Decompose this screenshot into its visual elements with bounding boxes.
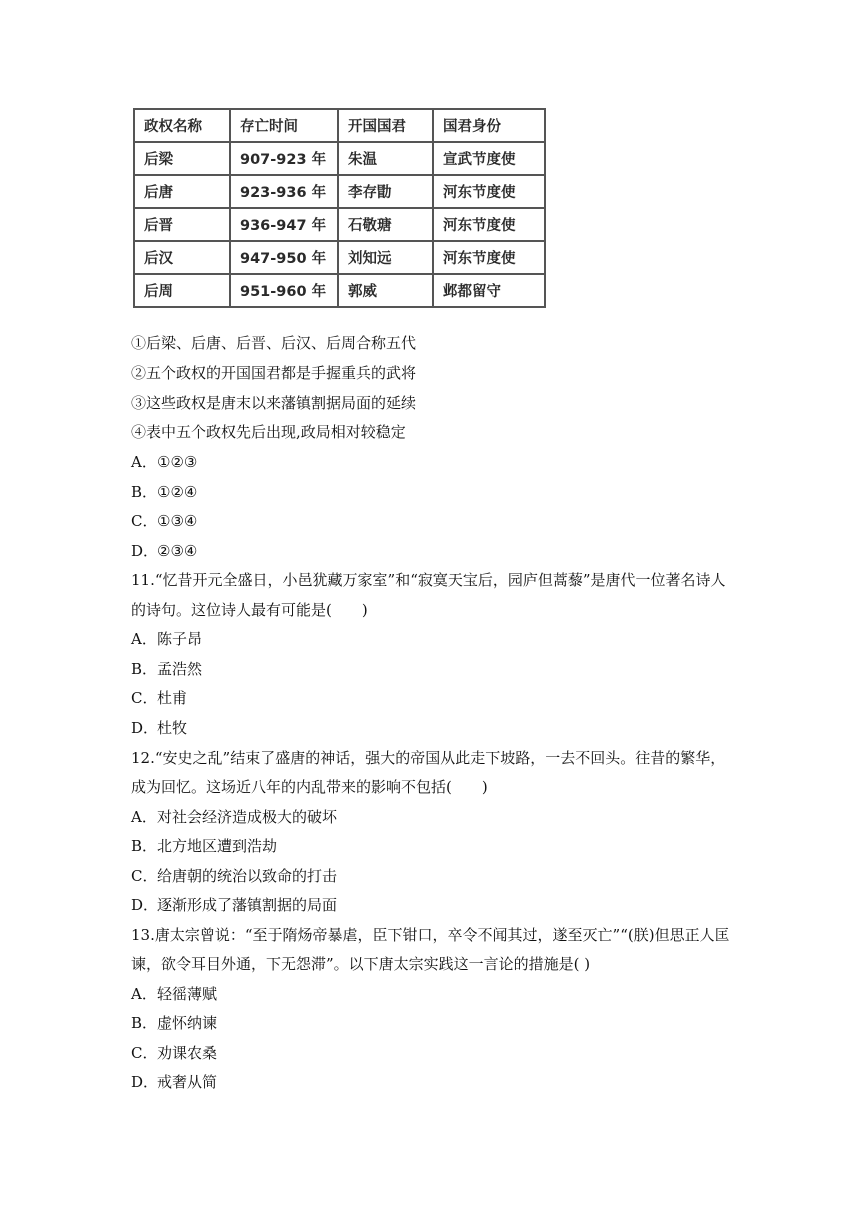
table-cell: 河东节度使 [433, 241, 545, 274]
option-letter: C． [131, 867, 158, 885]
table-header-cell: 国君身份 [433, 109, 545, 142]
table-row [134, 175, 545, 208]
option-letter: D． [131, 542, 159, 560]
q13-stem-line-1: 13.唐太宗曾说：“至于隋炀帝暴虐，臣下钳口，卒令不闻其过，遂至灭亡”“(朕)但思正人匡 [131, 926, 730, 944]
q11-option-a [131, 629, 202, 649]
option-text: ①②③ [157, 453, 198, 471]
q13-option-b [131, 1013, 217, 1033]
option-letter: D． [131, 719, 159, 737]
option-letter: C． [131, 512, 158, 530]
table-cell: 刘知远 [338, 241, 433, 274]
table-cell: 李存勖 [338, 175, 433, 208]
table-cell: 河东节度使 [433, 208, 545, 241]
option-text: ②③④ [157, 542, 198, 560]
q10-statement-3: ③这些政权是唐末以来藩镇割据局面的延续 [131, 394, 417, 412]
q10-option-b [131, 482, 197, 502]
q10-option-a [131, 452, 197, 472]
option-letter: D． [131, 1073, 159, 1091]
option-text: ①②④ [157, 483, 198, 501]
table-header-cell: 存亡时间 [230, 109, 338, 142]
table-cell: 后唐 [134, 175, 230, 208]
option-text: 给唐朝的统治以致命的打击 [157, 867, 338, 885]
table-cell: 后汉 [134, 241, 230, 274]
table-cell: 951-960 年 [230, 274, 338, 307]
five-dynasties-table [133, 108, 546, 308]
q11-stem-line-2: 的诗句。这位诗人最有可能是( ) [131, 601, 368, 619]
q10-option-c [131, 511, 197, 531]
table-cell: 郭威 [338, 274, 433, 307]
q12-option-d [131, 895, 337, 915]
option-letter: A． [131, 453, 157, 471]
q11-option-c [131, 688, 187, 708]
q11-stem-line-1: 11.“忆昔开元全盛日，小邑犹藏万家室”和“寂寞天宝后，园庐但蒿藜”是唐代一位著名诗人 [131, 571, 726, 589]
option-letter: B． [131, 660, 158, 678]
option-letter: D． [131, 896, 159, 914]
option-letter: A． [131, 808, 157, 826]
q12-option-a [131, 807, 337, 827]
q12-stem-line-1: 12.“安史之乱”结束了盛唐的神话，强大的帝国从此走下坡路，一去不回头。往昔的繁华， [131, 749, 726, 767]
table-cell: 后周 [134, 274, 230, 307]
table-cell: 后梁 [134, 142, 230, 175]
option-text: 劝课农桑 [157, 1044, 218, 1062]
q12-option-b [131, 836, 277, 856]
table-row [134, 208, 545, 241]
table-cell: 朱温 [338, 142, 433, 175]
table-row [134, 241, 545, 274]
table-header-row [134, 109, 545, 142]
table-cell: 923-936 年 [230, 175, 338, 208]
option-letter: A． [131, 985, 157, 1003]
option-letter: A． [131, 630, 157, 648]
table-cell: 宣武节度使 [433, 142, 545, 175]
table-cell: 河东节度使 [433, 175, 545, 208]
table-header-cell: 开国国君 [338, 109, 433, 142]
table-cell: 936-947 年 [230, 208, 338, 241]
table-cell: 邺都留守 [433, 274, 545, 307]
option-text: 北方地区遭到浩劫 [157, 837, 278, 855]
option-letter: B． [131, 483, 158, 501]
table-cell: 后晋 [134, 208, 230, 241]
option-text: 陈子昂 [157, 630, 203, 648]
q11-option-b [131, 659, 202, 679]
option-letter: B． [131, 837, 158, 855]
option-text: 孟浩然 [157, 660, 203, 678]
option-text: ①③④ [157, 512, 198, 530]
q13-stem-line-2: 谏，欲令耳目外通，下无怨滞”。以下唐太宗实践这一言论的措施是( ) [131, 955, 591, 973]
option-text: 对社会经济造成极大的破坏 [157, 808, 338, 826]
q13-option-a [131, 984, 217, 1004]
table-cell: 石敬瑭 [338, 208, 433, 241]
option-letter: B． [131, 1014, 158, 1032]
table-cell: 907-923 年 [230, 142, 338, 175]
option-text: 戒奢从简 [157, 1073, 218, 1091]
q10-option-d [131, 541, 197, 561]
q10-statement-1: ①后梁、后唐、后晋、后汉、后周合称五代 [131, 334, 417, 352]
table-header-cell: 政权名称 [134, 109, 230, 142]
option-text: 杜牧 [157, 719, 188, 737]
table-cell: 947-950 年 [230, 241, 338, 274]
option-text: 轻徭薄赋 [157, 985, 218, 1003]
q12-option-c [131, 866, 337, 886]
table-row [134, 274, 545, 307]
option-text: 逐渐形成了藩镇割据的局面 [157, 896, 338, 914]
q13-option-c [131, 1043, 217, 1063]
table-row [134, 142, 545, 175]
q10-statement-2: ②五个政权的开国国君都是手握重兵的武将 [131, 364, 417, 382]
option-text: 杜甫 [157, 689, 188, 707]
option-letter: C． [131, 1044, 158, 1062]
option-text: 虚怀纳谏 [157, 1014, 218, 1032]
q13-option-d [131, 1072, 217, 1092]
q12-stem-line-2: 成为回忆。这场近八年的内乱带来的影响不包括( ) [131, 778, 488, 796]
q10-statement-4: ④表中五个政权先后出现,政局相对较稳定 [131, 423, 406, 441]
q11-option-d [131, 718, 187, 738]
option-letter: C． [131, 689, 158, 707]
